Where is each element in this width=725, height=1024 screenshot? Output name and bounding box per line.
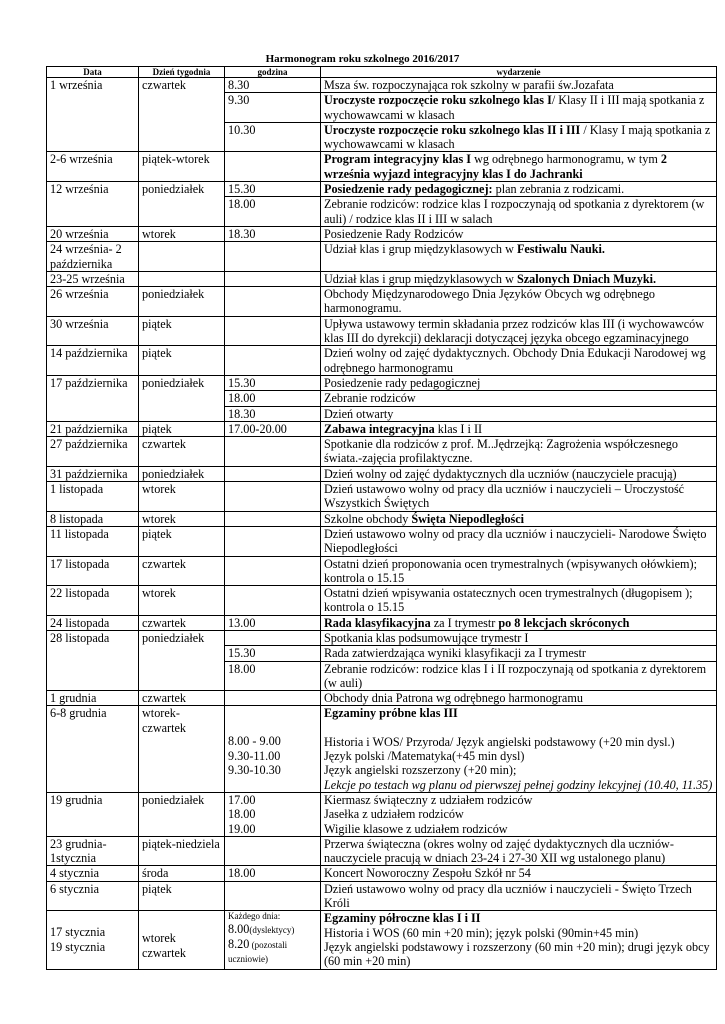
- date-cell: 12 września: [47, 182, 139, 227]
- table-row: [47, 881, 717, 911]
- time-cell: [225, 152, 321, 182]
- table-row: [47, 706, 717, 792]
- day-cell: poniedziałek: [139, 375, 225, 421]
- event-line: Historia i WOS (60 min +20 min); język polski (90min+45 min): [324, 925, 639, 940]
- time-cell: 18.30: [225, 406, 321, 421]
- date-cell: 22 listopada: [47, 586, 139, 616]
- day-cell: piątek-niedziela: [139, 836, 225, 866]
- time-line: 19.00: [228, 821, 256, 836]
- day-cell: wtorek: [139, 586, 225, 616]
- time-note: Każdego dnia:: [228, 911, 281, 922]
- event-cell: Rada zatwierdzająca wyniki klasyfikacji za I trymestr: [321, 646, 717, 661]
- time-cell: [225, 630, 321, 645]
- event-cell: [321, 242, 717, 272]
- table-row: [47, 271, 717, 286]
- event-bold: Uroczyste rozpoczęcie roku szkolnego klas I: [324, 93, 552, 108]
- table-row: [47, 78, 717, 93]
- event-cell: [321, 615, 717, 630]
- date-cell: 24 września- 2 października: [47, 242, 139, 272]
- table-row: [47, 482, 717, 512]
- date-cell: 24 listopada: [47, 615, 139, 630]
- event-cell: Dzień ustawowo wolny od pracy dla uczniów i nauczycieli- Narodowe Święto Niepodległości: [321, 526, 717, 556]
- table-row: [47, 630, 717, 645]
- event-cell: Dzień wolny od zajęć dydaktycznych dla uczniów (nauczyciele pracują): [321, 466, 717, 481]
- time-cell: 18.00: [225, 866, 321, 881]
- table-row: [47, 375, 717, 390]
- event-cell: [321, 182, 717, 197]
- time-cell: 15.30: [225, 182, 321, 197]
- event-cell: Spotkania klas podsumowujące trymestr I: [321, 630, 717, 645]
- date-cell: 19 grudnia: [47, 792, 139, 836]
- table-row: [47, 437, 717, 467]
- event-text: plan zebrania z rodzicami.: [492, 182, 625, 197]
- date-line: 19 stycznia: [50, 939, 106, 954]
- event-cell: Przerwa świąteczna (okres wolny od zajęć dydaktycznych dla uczniów- nauczyciele pracują w dniach 23-24 i 27-30 XII wg ustalonego planu): [321, 836, 717, 866]
- day-cell: piątek: [139, 881, 225, 911]
- table-row: [47, 836, 717, 866]
- date-cell: 17 października: [47, 375, 139, 421]
- event-bold: Rada klasyfikacyjna: [324, 615, 431, 630]
- day-cell: wtorek: [139, 511, 225, 526]
- event-text: wg odrębnego harmonogramu, w tym: [471, 152, 661, 167]
- event-bold: Posiedzenie rady pedagogicznej:: [324, 182, 493, 197]
- event-text: za I trymestr: [430, 615, 499, 630]
- day-cell: czwartek: [139, 437, 225, 467]
- time-cell: [225, 691, 321, 706]
- time-value: 8.00: [228, 922, 250, 937]
- time-cell: [225, 316, 321, 346]
- time-cell: 15.30: [225, 375, 321, 390]
- date-cell: 1 września: [47, 78, 139, 152]
- time-cell: [225, 242, 321, 272]
- date-cell: 28 listopada: [47, 630, 139, 690]
- header-event: wydarzenie: [321, 67, 717, 78]
- day-cell: piątek: [139, 526, 225, 556]
- day-cell: poniedziałek: [139, 792, 225, 836]
- event-line: Jasełka z udziałem rodziców: [324, 807, 464, 822]
- event-cell: [321, 93, 717, 123]
- time-cell: 18.00: [225, 661, 321, 691]
- time-cell: [225, 526, 321, 556]
- event-cell: Zebranie rodziców: [321, 391, 717, 406]
- date-cell: 14 października: [47, 346, 139, 376]
- day-line: czwartek: [142, 945, 186, 960]
- event-text: klas I i II: [434, 421, 483, 436]
- time-cell: [225, 792, 321, 836]
- event-bold: po 8 lekcjach skróconych: [498, 615, 630, 630]
- header-day: Dzień tygodnia: [139, 67, 225, 78]
- event-cell: Posiedzenie Rady Rodziców: [321, 226, 717, 241]
- date-cell: 31 października: [47, 466, 139, 481]
- event-bold: Program integracyjny klas I: [324, 152, 472, 167]
- event-note: Lekcje po testach wg planu od pierwszej pełnej godziny lekcyjnej (10.40, 11.35): [324, 777, 713, 792]
- time-cell: 18.00: [225, 391, 321, 406]
- time-cell: [225, 911, 321, 969]
- event-cell: Koncert Noworoczny Zespołu Szkół nr 54: [321, 866, 717, 881]
- date-cell: 6-8 grudnia: [47, 706, 139, 792]
- date-cell: 20 września: [47, 226, 139, 241]
- time-cell: [225, 836, 321, 866]
- day-cell: [139, 271, 225, 286]
- time-cell: [225, 881, 321, 911]
- date-cell: 4 stycznia: [47, 866, 139, 881]
- time-cell: [225, 346, 321, 376]
- day-cell: poniedziałek: [139, 287, 225, 317]
- table-row: [47, 615, 717, 630]
- time-cell: 10.30: [225, 122, 321, 152]
- event-cell: Upływa ustawowy termin składania przez rodziców klas III (i wychowawców klas III do dyrekcji) deklaracji dotyczącej języka obcego egzaminacyjnego: [321, 316, 717, 346]
- event-cell: Ostatni dzień wpisywania ostatecznych ocen trymestralnych (długopisem ); kontrola o 15.15: [321, 586, 717, 616]
- day-cell: piątek-wtorek: [139, 152, 225, 182]
- event-cell: Dzień otwarty: [321, 406, 717, 421]
- event-bold: Zabawa integracyjna: [324, 421, 435, 436]
- time-cell: [225, 437, 321, 467]
- table-row: [47, 346, 717, 376]
- day-line: wtorek: [142, 931, 176, 946]
- event-cell: [321, 911, 717, 969]
- time-cell: [225, 706, 321, 792]
- event-bold: Szalonych Dniach Muzyki.: [516, 271, 657, 286]
- table-row: [47, 586, 717, 616]
- day-cell: wtorek: [139, 482, 225, 512]
- time-line: 17.00: [228, 792, 256, 807]
- event-heading: Egzaminy próbne klas III: [324, 706, 458, 721]
- event-line: Język angielski rozszerzony (+20 min);: [324, 763, 517, 778]
- day-cell: czwartek: [139, 691, 225, 706]
- date-cell: 11 listopada: [47, 526, 139, 556]
- event-line: Język angielski podstawowy i rozszerzony (60 min +20 min); drugi język obcy (60 min +20 min): [324, 939, 710, 969]
- event-cell: Obchody Międzynarodowego Dnia Języków Obcych wg odrębnego harmonogramu.: [321, 287, 717, 317]
- date-cell: 17 listopada: [47, 556, 139, 586]
- date-cell: 8 listopada: [47, 511, 139, 526]
- date-cell: 23 grudnia- 1stycznia: [47, 836, 139, 866]
- time-cell: 18.00: [225, 197, 321, 227]
- time-line: [228, 922, 317, 936]
- day-cell: piątek: [139, 421, 225, 436]
- time-line: 9.30-10.30: [228, 763, 281, 778]
- time-cell: [225, 511, 321, 526]
- table-row: [47, 526, 717, 556]
- time-cell: 18.30: [225, 226, 321, 241]
- table-row: [47, 182, 717, 197]
- event-cell: Dzień wolny od zajęć dydaktycznych. Obchody Dnia Edukacji Narodowej wg odrębnego harmonogramu: [321, 346, 717, 376]
- event-bold: 2 września wyjazd integracyjny klas I do Jachranki: [324, 152, 668, 181]
- date-cell: 2-6 września: [47, 152, 139, 182]
- event-line: Historia i WOS/ Przyroda/ Język angielski podstawowy (+20 min dysl.): [324, 734, 675, 749]
- time-cell: [225, 556, 321, 586]
- time-cell: 8.30: [225, 78, 321, 93]
- day-cell: czwartek: [139, 615, 225, 630]
- header-time: godzina: [225, 67, 321, 78]
- table-row: [47, 691, 717, 706]
- event-text: Szkolne obchody: [324, 511, 412, 526]
- day-cell: piątek: [139, 346, 225, 376]
- day-cell: wtorek: [139, 226, 225, 241]
- day-cell: czwartek: [139, 556, 225, 586]
- table-row: [47, 911, 717, 969]
- event-cell: Dzień ustawowo wolny od pracy dla uczniów i nauczycieli – Uroczystość Wszystkich Świętych: [321, 482, 717, 512]
- event-cell: Zebranie rodziców: rodzice klas I rozpoczynają od spotkania z dyrektorem (w auli) / rodzice klas II i III w salach: [321, 197, 717, 227]
- event-cell: Msza św. rozpoczynająca rok szkolny w parafii św.Jozafata: [321, 78, 717, 93]
- day-cell: [139, 911, 225, 969]
- time-cell: [225, 466, 321, 481]
- time-cell: 13.00: [225, 615, 321, 630]
- table-row: [47, 152, 717, 182]
- time-cell: 17.00-20.00: [225, 421, 321, 436]
- date-cell: 1 grudnia: [47, 691, 139, 706]
- event-cell: [321, 511, 717, 526]
- date-cell: 30 września: [47, 316, 139, 346]
- date-line: 17 stycznia: [50, 925, 106, 940]
- event-text: / Klasy I mają spotkania z wychowawcami w klasach: [324, 122, 711, 152]
- table-row: [47, 792, 717, 836]
- event-bold: Święta Niepodległości: [411, 511, 525, 526]
- event-cell: [321, 122, 717, 152]
- time-line: 9.30-11.00: [228, 748, 281, 763]
- schedule-table: [46, 66, 717, 970]
- day-cell: poniedziałek: [139, 182, 225, 227]
- date-cell: [47, 911, 139, 969]
- event-line: Wigilie klasowe z udziałem rodziców: [324, 821, 508, 836]
- event-cell: [321, 792, 717, 836]
- event-cell: Obchody dnia Patrona wg odrębnego harmonogramu: [321, 691, 717, 706]
- time-cell: 15.30: [225, 646, 321, 661]
- table-row: [47, 556, 717, 586]
- event-cell: Spotkanie dla rodziców z prof. M..Jędrzejką: Zagrożenia współczesnego świata.-zajęcia profilaktyczne.: [321, 437, 717, 467]
- event-cell: Posiedzenie rady pedagogicznej: [321, 375, 717, 390]
- table-row: [47, 511, 717, 526]
- time-line: 18.00: [228, 807, 256, 822]
- table-row: [47, 242, 717, 272]
- day-cell: czwartek: [139, 78, 225, 152]
- header-row: [47, 67, 717, 78]
- day-cell: poniedziałek: [139, 466, 225, 481]
- date-cell: 23-25 września: [47, 271, 139, 286]
- date-cell: 26 września: [47, 287, 139, 317]
- event-bold: Festiwalu Nauki.: [516, 242, 605, 257]
- time-qualifier: (pozostali uczniowie): [228, 939, 288, 964]
- day-cell: wtorek-czwartek: [139, 706, 225, 792]
- date-cell: 27 października: [47, 437, 139, 467]
- event-line: Język polski /Matematyka(+45 min dysl): [324, 749, 525, 764]
- date-cell: 6 stycznia: [47, 881, 139, 911]
- time-value: 8.20: [228, 936, 250, 951]
- table-row: [47, 316, 717, 346]
- event-cell: Ostatni dzień proponowania ocen trymestralnych (wpisywanych ołówkiem); kontrola o 15.15: [321, 556, 717, 586]
- time-line: 8.00 - 9.00: [228, 734, 281, 749]
- page-title: Harmonogram roku szkolnego 2016/2017: [265, 53, 460, 65]
- time-line: [228, 937, 317, 966]
- event-cell: Dzień ustawowo wolny od pracy dla uczniów i nauczycieli - Święto Trzech Króli: [321, 881, 717, 911]
- event-text: / Klasy II i III mają spotkania z wychowawcami w klasach: [324, 93, 705, 122]
- day-cell: poniedziałek: [139, 630, 225, 690]
- time-cell: [225, 586, 321, 616]
- event-cell: [321, 152, 717, 182]
- time-qualifier: (dyslektycy): [249, 925, 295, 936]
- event-bold: Uroczyste rozpoczęcie roku szkolnego klas II i III: [324, 122, 581, 137]
- event-cell: [321, 706, 717, 792]
- day-cell: środa: [139, 866, 225, 881]
- day-cell: [139, 242, 225, 272]
- event-text: Udział klas i grup międzyklasowych w: [324, 271, 517, 286]
- table-row: [47, 226, 717, 241]
- table-row: [47, 866, 717, 881]
- date-cell: 1 listopada: [47, 482, 139, 512]
- event-cell: Zebranie rodziców: rodzice klas I i II rozpoczynają od spotkania z dyrektorem (w auli): [321, 661, 717, 691]
- table-row: [47, 421, 717, 436]
- event-text: Udział klas i grup międzyklasowych w: [324, 242, 517, 257]
- event-cell: [321, 271, 717, 286]
- event-line: Kiermasz świąteczny z udziałem rodziców: [324, 792, 533, 807]
- day-cell: piątek: [139, 316, 225, 346]
- time-cell: [225, 482, 321, 512]
- event-heading: Egzaminy półroczne klas I i II: [324, 911, 481, 926]
- table-row: [47, 466, 717, 481]
- date-cell: 21 października: [47, 421, 139, 436]
- time-cell: [225, 271, 321, 286]
- header-date: Data: [47, 67, 139, 78]
- event-cell: [321, 421, 717, 436]
- time-cell: 9.30: [225, 93, 321, 123]
- time-cell: [225, 287, 321, 317]
- table-row: [47, 287, 717, 317]
